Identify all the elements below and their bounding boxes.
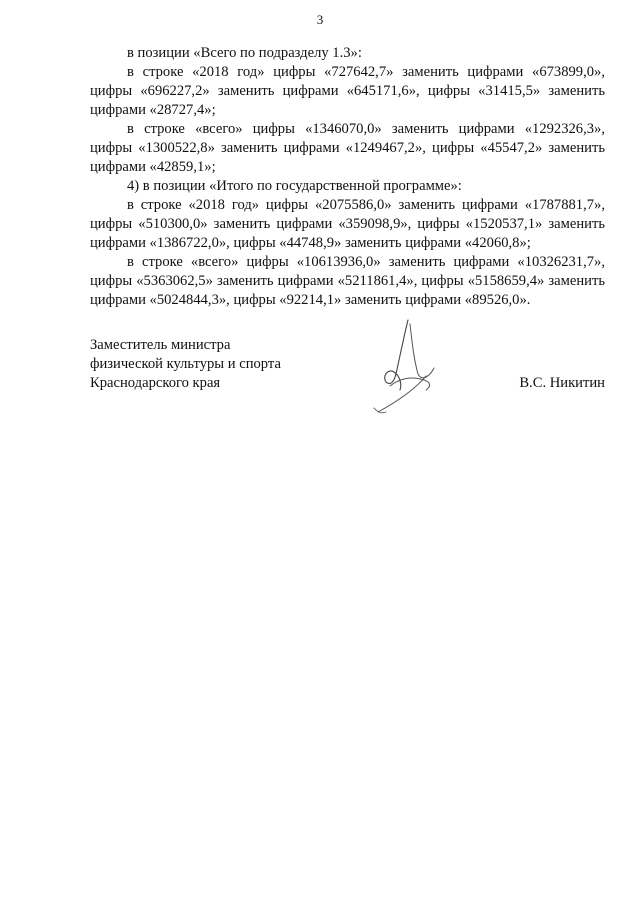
signer-position-line: Краснодарского края <box>90 375 221 391</box>
signer-name: В.С. Никитин <box>519 375 605 391</box>
paragraph-2018-program: в строке «2018 год» цифры «2075586,0» заменить цифрами «1787881,7», цифры «510300,0» заменить цифрами «359098,9», цифры «1520537,1» заменить цифрами «1386722,0», цифры «44748,9» заменить цифрами «42060,8»; <box>90 197 605 251</box>
paragraph-2018-subsection: в строке «2018 год» цифры «727642,7» заменить цифрами «673899,0», цифры «696227,2» заменить цифрами «645171,6», цифры «31415,5» заменить цифрами «28727,4»; <box>90 64 605 118</box>
page-number: 3 <box>316 12 324 27</box>
handwritten-signature <box>360 316 450 416</box>
signer-position <box>90 336 281 393</box>
paragraph-total-subsection: в строке «всего» цифры «1346070,0» заменить цифрами «1292326,3», цифры «1300522,8» заменить цифрами «1249467,2», цифры «45547,2» заменить цифрами «42859,1»; <box>90 121 605 175</box>
paragraph-program-total: 4) в позиции «Итого по государственной программе»: <box>127 178 462 194</box>
paragraph-subsection-total: в позиции «Всего по подразделу 1.3»: <box>127 45 362 61</box>
signer-position-line: физической культуры и спорта <box>90 356 281 372</box>
paragraph-total-program: в строке «всего» цифры «10613936,0» заменить цифрами «10326231,7», цифры «5363062,5» заменить цифрами «5211861,4», цифры «5158659,4» заменить цифрами «5024844,3», цифры «92214,1» заменить цифрами «89526,0». <box>90 254 605 308</box>
signer-position-line: Заместитель министра <box>90 337 231 353</box>
document-body <box>90 44 605 310</box>
